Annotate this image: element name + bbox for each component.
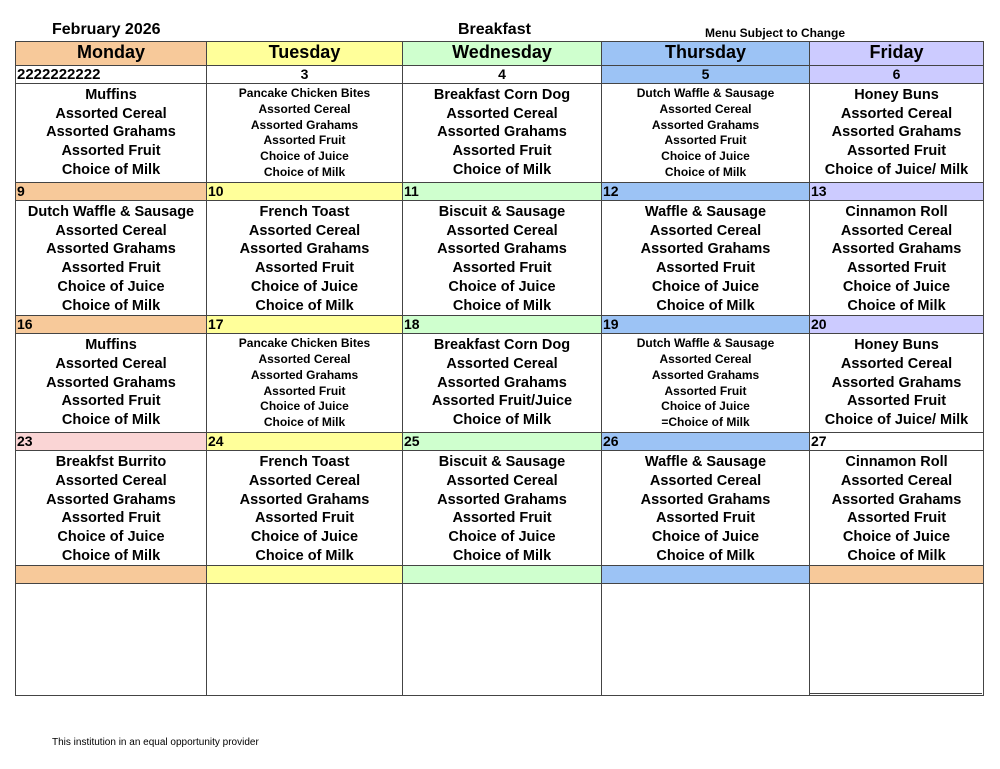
menu-row [16, 451, 984, 566]
menu-item: Choice of Juice [842, 529, 951, 546]
menu-item: Assorted Cereal [55, 472, 167, 489]
menu-item: Assorted Cereal [258, 101, 351, 116]
menu-cell-empty [207, 584, 403, 696]
menu-item: Assorted Grahams [437, 374, 567, 391]
menu-item: Assorted Cereal [659, 101, 752, 116]
menu-item: Choice of Milk [61, 547, 161, 564]
menu-cell [16, 334, 207, 433]
menu-item: Assorted Cereal [446, 222, 558, 239]
date-row [16, 566, 984, 584]
date-cell: 23 [16, 433, 207, 451]
menu-item: Assorted Fruit [61, 393, 161, 410]
date-cell: 3 [207, 66, 403, 84]
menu-item: Assorted Grahams [437, 124, 567, 141]
menu-row-empty [16, 584, 984, 696]
menu-cell-empty [403, 584, 602, 696]
menu-item: Assorted Grahams [46, 491, 176, 508]
menu-item: Assorted Cereal [248, 222, 361, 239]
menu-item: Choice of Milk [656, 547, 755, 564]
menu-item: Assorted Fruit [452, 510, 552, 527]
menu-cell [16, 201, 207, 316]
menu-item: Choice of Milk [61, 412, 161, 429]
date-cell: 12 [602, 183, 810, 201]
menu-item: Choice of Juice [260, 399, 349, 414]
menu-item: Assorted Fruit/Juice [431, 393, 573, 410]
menu-item: Assorted Cereal [840, 222, 953, 239]
menu-cell [207, 334, 403, 433]
menu-cell [602, 334, 810, 433]
menu-item: Choice of Juice [57, 529, 165, 546]
menu-calendar [15, 41, 984, 696]
day-header-wednesday: Wednesday [403, 42, 602, 66]
menu-item: Waffle & Sausage [644, 454, 767, 471]
date-row [16, 183, 984, 201]
menu-row [16, 334, 984, 433]
date-cell: 25 [403, 433, 602, 451]
date-cell: 26 [602, 433, 810, 451]
menu-item: Choice of Milk [452, 161, 552, 178]
date-cell: 9 [16, 183, 207, 201]
menu-item: Choice of Milk [61, 161, 161, 178]
day-header-row [16, 42, 984, 66]
menu-item: Assorted Fruit [655, 260, 756, 277]
menu-item: Assorted Grahams [46, 374, 176, 391]
date-cell: 11 [403, 183, 602, 201]
menu-item: Choice of Milk [255, 297, 354, 314]
menu-item: Breakfast Corn Dog [433, 87, 571, 103]
menu-item: Choice of Juice [260, 149, 349, 164]
menu-item: Assorted Fruit [664, 383, 747, 398]
menu-item: Dutch Waffle & Sausage [636, 86, 775, 100]
menu-item: Honey Buns [854, 337, 939, 354]
date-cell-empty [403, 566, 602, 584]
menu-item: Choice of Juice/ Milk [824, 412, 969, 429]
menu-item: Dutch Waffle & Sausage [636, 336, 775, 351]
menu-cell-empty [602, 584, 810, 696]
menu-item: Assorted Cereal [446, 105, 558, 122]
menu-item: Choice of Juice [250, 278, 359, 295]
menu-item: Assorted Grahams [651, 367, 760, 382]
menu-item: Waffle & Sausage [644, 204, 767, 220]
menu-item: Assorted Fruit [846, 393, 947, 410]
menu-cell [403, 84, 602, 183]
menu-item: Assorted Fruit [846, 510, 947, 527]
day-header-friday: Friday [810, 42, 984, 66]
date-cell: 16 [16, 316, 207, 334]
date-cell: 2222222222 [16, 66, 207, 84]
menu-item: Biscuit & Sausage [438, 454, 566, 471]
menu-item: Assorted Grahams [437, 491, 567, 508]
menu-item: Assorted Fruit [263, 383, 346, 398]
date-cell: 5 [602, 66, 810, 84]
date-cell: 20 [810, 316, 984, 334]
menu-item: Choice of Milk [847, 297, 946, 314]
menu-item: Choice of Juice/ Milk [824, 161, 969, 178]
menu-item: Assorted Grahams [640, 491, 771, 508]
menu-cell [810, 201, 984, 316]
menu-item: Assorted Fruit [846, 143, 947, 160]
footer-text: This institution in an equal opportunity provider [52, 737, 259, 748]
menu-cell [403, 334, 602, 433]
menu-item: Assorted Grahams [831, 241, 962, 258]
menu-row [16, 201, 984, 316]
menu-item: Choice of Juice [651, 278, 760, 295]
date-cell: 27 [810, 433, 984, 451]
menu-item: Assorted Fruit [61, 143, 161, 160]
month-title: February 2026 [52, 21, 161, 38]
menu-item: Muffins [85, 87, 137, 103]
menu-item: Choice of Juice [661, 399, 750, 414]
menu-item: Pancake Chicken Bites [238, 336, 371, 351]
menu-cell [602, 84, 810, 183]
menu-item: Choice of Juice [250, 529, 359, 546]
menu-item: Pancake Chicken Bites [238, 86, 371, 100]
date-cell-empty [602, 566, 810, 584]
menu-cell [810, 451, 984, 566]
date-cell: 24 [207, 433, 403, 451]
menu-cell [207, 451, 403, 566]
menu-item: Choice of Milk [847, 547, 946, 564]
menu-item: Assorted Grahams [437, 241, 567, 258]
menu-note: Menu Subject to Change [705, 26, 846, 40]
menu-item: Assorted Grahams [831, 124, 962, 141]
menu-item: Assorted Grahams [46, 241, 176, 258]
menu-cell [810, 84, 984, 183]
menu-item: Choice of Milk [61, 297, 161, 314]
menu-item: Assorted Grahams [46, 124, 176, 141]
menu-item: Assorted Cereal [840, 472, 953, 489]
menu-item: Biscuit & Sausage [438, 204, 566, 220]
menu-row [16, 84, 984, 183]
menu-item: French Toast [259, 204, 350, 220]
divider [810, 693, 982, 694]
menu-item: Cinnamon Roll [845, 454, 948, 471]
menu-cell [207, 201, 403, 316]
menu-cell [810, 334, 984, 433]
menu-item: Assorted Cereal [649, 472, 762, 489]
date-cell: 6 [810, 66, 984, 84]
menu-item: French Toast [259, 454, 350, 471]
menu-item: Choice of Juice [57, 278, 165, 295]
menu-item: Assorted Cereal [55, 105, 167, 122]
menu-item: =Choice of Milk [661, 415, 750, 430]
date-cell: 19 [602, 316, 810, 334]
date-row [16, 433, 984, 451]
menu-item: Assorted Fruit [254, 260, 355, 277]
day-header-monday: Monday [16, 42, 207, 66]
menu-item: Dutch Waffle & Sausage [27, 204, 195, 220]
menu-item: Honey Buns [854, 87, 939, 103]
date-row [16, 66, 984, 84]
date-cell: 18 [403, 316, 602, 334]
menu-item: Assorted Fruit [664, 133, 747, 148]
menu-item: Assorted Cereal [840, 355, 953, 372]
date-cell: 17 [207, 316, 403, 334]
menu-item: Assorted Grahams [250, 117, 359, 132]
menu-item: Assorted Grahams [640, 241, 771, 258]
menu-item: Choice of Milk [263, 164, 346, 179]
menu-item: Assorted Cereal [258, 352, 351, 367]
menu-item: Muffins [85, 337, 137, 354]
menu-item: Choice of Juice [661, 149, 750, 164]
menu-item: Choice of Juice [448, 529, 556, 546]
date-cell: 10 [207, 183, 403, 201]
date-cell-empty [16, 566, 207, 584]
date-cell-empty [810, 566, 984, 584]
menu-item: Assorted Fruit [61, 260, 161, 277]
menu-item: Assorted Cereal [840, 105, 953, 122]
menu-item: Breakfst Burrito [55, 454, 167, 471]
menu-item: Assorted Cereal [649, 222, 762, 239]
menu-item: Choice of Juice [651, 529, 760, 546]
menu-item: Choice of Milk [263, 415, 346, 430]
menu-cell [403, 451, 602, 566]
date-cell: 13 [810, 183, 984, 201]
menu-cell-empty [810, 584, 984, 696]
menu-item: Assorted Grahams [239, 491, 370, 508]
meal-title: Breakfast [458, 21, 531, 38]
menu-item: Assorted Cereal [659, 352, 752, 367]
menu-item: Choice of Juice [842, 278, 951, 295]
menu-item: Choice of Milk [656, 297, 755, 314]
menu-item: Assorted Grahams [239, 241, 370, 258]
menu-cell [403, 201, 602, 316]
menu-item: Assorted Fruit [452, 260, 552, 277]
menu-item: Choice of Milk [452, 412, 552, 429]
menu-item: Choice of Milk [452, 547, 552, 564]
day-header-tuesday: Tuesday [207, 42, 403, 66]
menu-item: Assorted Fruit [263, 133, 346, 148]
menu-item: Choice of Milk [255, 547, 354, 564]
menu-item: Assorted Cereal [446, 355, 558, 372]
menu-cell [602, 451, 810, 566]
menu-item: Assorted Grahams [831, 491, 962, 508]
menu-item: Assorted Fruit [452, 143, 552, 160]
menu-item: Assorted Cereal [55, 222, 167, 239]
menu-cell-empty [16, 584, 207, 696]
menu-item: Breakfast Corn Dog [433, 337, 571, 354]
menu-item: Assorted Cereal [248, 472, 361, 489]
menu-cell [602, 201, 810, 316]
date-cell-empty [207, 566, 403, 584]
menu-item: Assorted Fruit [846, 260, 947, 277]
date-cell: 4 [403, 66, 602, 84]
menu-cell [207, 84, 403, 183]
day-header-thursday: Thursday [602, 42, 810, 66]
menu-item: Assorted Grahams [651, 117, 760, 132]
menu-item: Choice of Juice [448, 278, 556, 295]
menu-item: Assorted Grahams [831, 374, 962, 391]
menu-item: Assorted Fruit [655, 510, 756, 527]
menu-item: Choice of Milk [452, 297, 552, 314]
menu-item: Assorted Cereal [446, 472, 558, 489]
menu-cell [16, 84, 207, 183]
menu-cell [16, 451, 207, 566]
menu-item: Assorted Fruit [254, 510, 355, 527]
menu-item: Assorted Cereal [55, 355, 167, 372]
menu-item: Assorted Grahams [250, 367, 359, 382]
menu-item: Choice of Milk [664, 164, 747, 179]
menu-item: Assorted Fruit [61, 510, 161, 527]
date-row [16, 316, 984, 334]
menu-item: Cinnamon Roll [845, 204, 948, 220]
